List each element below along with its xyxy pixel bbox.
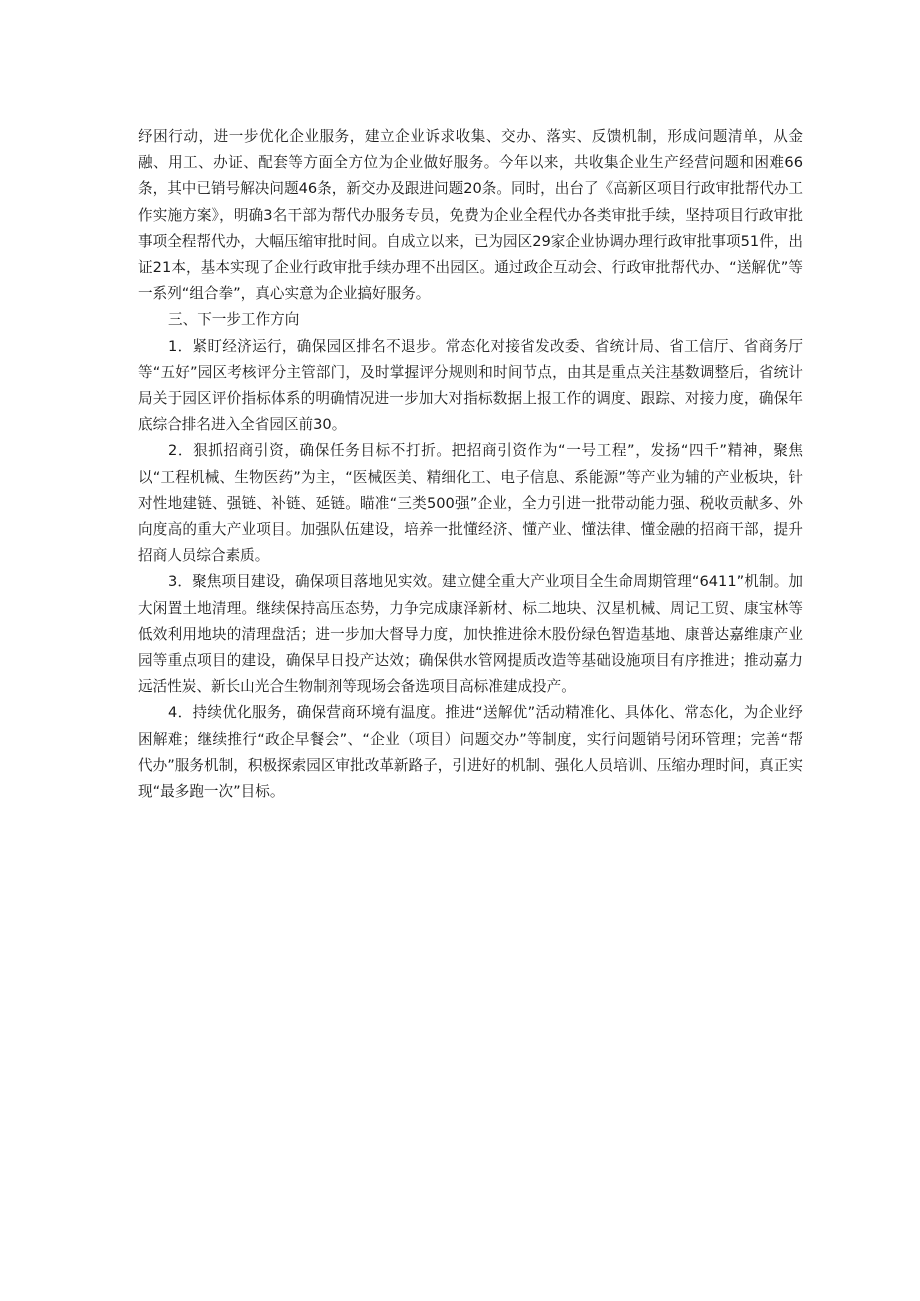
- paragraph-service-summary: 纾困行动，进一步优化企业服务，建立企业诉求收集、交办、落实、反馈机制，形成问题清单，从金融、用工、办证、配套等方面全方位为企业做好服务。今年以来，共收集企业生产经营问题和困难66条，其中已销号解决问题46条，新交办及跟进问题20条。同时，出台了《高新区项目行政审批帮代办工作实施方案》，明确3名干部为帮代办服务专员，免费为企业全程代办各类审批手续，坚持项目行政审批事项全程帮代办，大幅压缩审批时间。自成立以来，已为园区29家企业协调办理行政审批事项51件，出证21本，基本实现了企业行政审批手续办理不出园区。通过政企互动会、行政审批帮代办、“送解优”等一系列“组合拳”，真心实意为企业搞好服务。: [138, 128, 803, 303]
- paragraph-item-1: 1．紧盯经济运行，确保园区排名不退步。常态化对接省发改委、省统计局、省工信厅、省商务厅等“五好”园区考核评分主管部门，及时掌握评分规则和时间节点，由其是重点关注基数调整后，省统计局关于园区评价指标体系的明确情况进一步加大对指标数据上报工作的调度、跟踪、对接力度，确保年底综合排名进入全省园区前30。: [138, 337, 803, 434]
- section-heading-next-steps: 三、下一步工作方向: [168, 311, 300, 329]
- paragraph-item-2: 2．狠抓招商引资，确保任务目标不打折。把招商引资作为“一号工程”，发扬“四千”精神，聚焦以“工程机械、生物医药”为主，“医械医美、精细化工、电子信息、系能源”等产业为辅的产业板块，针对性地建链、强链、补链、延链。瞄准“三类500强”企业，全力引进一批带动能力强、税收贡献多、外向度高的重大产业项目。加强队伍建设，培养一批懂经济、懂产业、懂法律、懂金融的招商干部，提升招商人员综合素质。: [138, 442, 803, 565]
- paragraph-item-4: 4．持续优化服务，确保营商环境有温度。推进“送解优”活动精准化、具体化、常态化，为企业纾困解难；继续推行“政企早餐会”、“企业（项目）问题交办”等制度，实行问题销号闭环管理；完善“帮代办”服务机制，积极探索园区审批改革新路子，引进好的机制、强化人员培训、压缩办理时间，真正实现“最多跑一次”目标。: [138, 704, 803, 801]
- paragraph-item-3: 3．聚焦项目建设，确保项目落地见实效。建立健全重大产业项目全生命周期管理“6411”机制。加大闲置土地清理。继续保持高压态势，力争完成康泽新材、标二地块、汉星机械、周记工贸、康宝林等低效利用地块的清理盘活；进一步加大督导力度，加快推进徐木股份绿色智造基地、康普达嘉维康产业园等重点项目的建设，确保早日投产达效；确保供水管网提质改造等基础设施项目有序推进；推动嘉力远活性炭、新长山光合生物制剂等现场会备选项目高标准建成投产。: [138, 573, 803, 696]
- document-body: [138, 124, 803, 805]
